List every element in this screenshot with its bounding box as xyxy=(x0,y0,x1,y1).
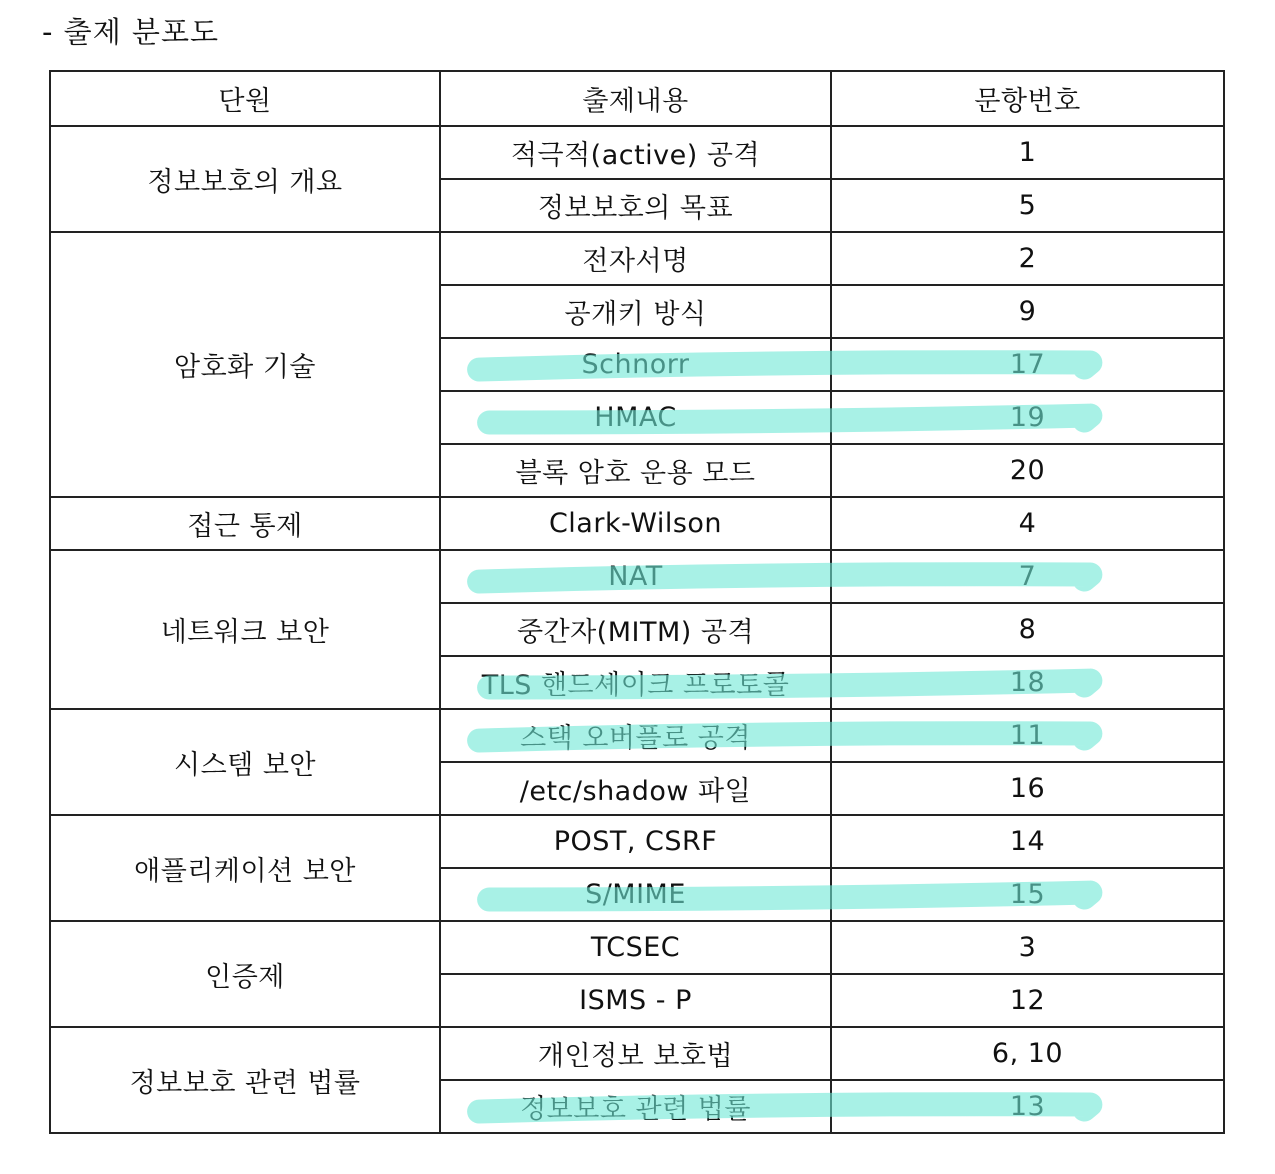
number-cell: 7 xyxy=(831,550,1224,603)
number-cell: 20 xyxy=(831,444,1224,497)
number-cell: 17 xyxy=(831,338,1224,391)
content-cell: 스택 오버플로 공격 xyxy=(440,709,831,762)
number-cell: 11 xyxy=(831,709,1224,762)
table-row xyxy=(50,921,1224,974)
header-row xyxy=(50,71,1224,126)
content-cell: S/MIME xyxy=(440,868,831,921)
table-row xyxy=(50,815,1224,868)
number-cell: 15 xyxy=(831,868,1224,921)
content-cell: Clark-Wilson xyxy=(440,497,831,550)
unit-cell: 인증제 xyxy=(50,921,440,1027)
content-cell: 개인정보 보호법 xyxy=(440,1027,831,1080)
number-cell: 4 xyxy=(831,497,1224,550)
unit-cell: 정보보호의 개요 xyxy=(50,126,440,232)
content-cell: 중간자(MITM) 공격 xyxy=(440,603,831,656)
col-header-unit: 단원 xyxy=(50,71,440,126)
col-header-content: 출제내용 xyxy=(440,71,831,126)
number-cell: 6, 10 xyxy=(831,1027,1224,1080)
content-cell: 정보보호의 목표 xyxy=(440,179,831,232)
page-heading: - 출제 분포도 xyxy=(42,15,219,49)
number-cell: 19 xyxy=(831,391,1224,444)
number-cell: 18 xyxy=(831,656,1224,709)
number-cell: 1 xyxy=(831,126,1224,179)
unit-cell: 네트워크 보안 xyxy=(50,550,440,709)
content-cell: 공개키 방식 xyxy=(440,285,831,338)
number-cell: 3 xyxy=(831,921,1224,974)
number-cell: 16 xyxy=(831,762,1224,815)
content-cell: /etc/shadow 파일 xyxy=(440,762,831,815)
number-cell: 14 xyxy=(831,815,1224,868)
number-cell: 5 xyxy=(831,179,1224,232)
content-cell: NAT xyxy=(440,550,831,603)
unit-cell: 정보보호 관련 법률 xyxy=(50,1027,440,1133)
content-cell: TCSEC xyxy=(440,921,831,974)
number-cell: 12 xyxy=(831,974,1224,1027)
content-cell: 전자서명 xyxy=(440,232,831,285)
table-body xyxy=(50,126,1224,1133)
table-row xyxy=(50,232,1224,285)
table-row xyxy=(50,497,1224,550)
content-cell: 블록 암호 운용 모드 xyxy=(440,444,831,497)
content-cell: TLS 핸드셰이크 프로토콜 xyxy=(440,656,831,709)
distribution-table xyxy=(49,70,1225,1134)
content-cell: ISMS - P xyxy=(440,974,831,1027)
unit-cell: 애플리케이션 보안 xyxy=(50,815,440,921)
content-cell: HMAC xyxy=(440,391,831,444)
content-cell: POST, CSRF xyxy=(440,815,831,868)
unit-cell: 암호화 기술 xyxy=(50,232,440,497)
table-row xyxy=(50,550,1224,603)
col-header-number: 문항번호 xyxy=(831,71,1224,126)
number-cell: 13 xyxy=(831,1080,1224,1133)
distribution-table-wrap xyxy=(49,70,1223,1132)
table-row xyxy=(50,126,1224,179)
table-row xyxy=(50,709,1224,762)
unit-cell: 접근 통제 xyxy=(50,497,440,550)
number-cell: 8 xyxy=(831,603,1224,656)
table-row xyxy=(50,1027,1224,1080)
content-cell: Schnorr xyxy=(440,338,831,391)
unit-cell: 시스템 보안 xyxy=(50,709,440,815)
number-cell: 2 xyxy=(831,232,1224,285)
content-cell: 정보보호 관련 법률 xyxy=(440,1080,831,1133)
content-cell: 적극적(active) 공격 xyxy=(440,126,831,179)
number-cell: 9 xyxy=(831,285,1224,338)
